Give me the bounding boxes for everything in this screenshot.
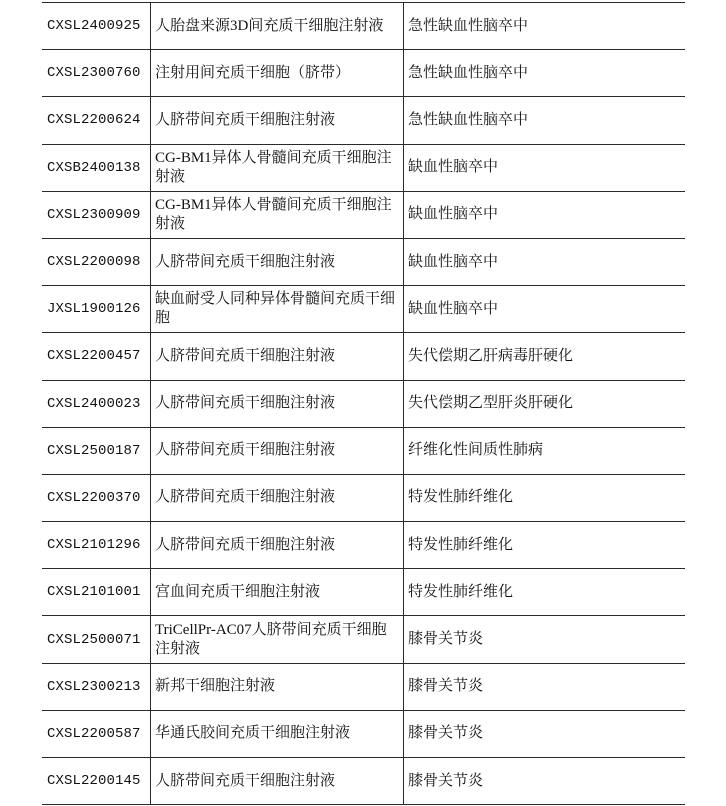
indication-cell: 膝骨关节炎 — [403, 664, 685, 710]
indication-cell: 缺血性脑卒中 — [403, 239, 685, 285]
table-row — [42, 97, 685, 144]
acceptance-number-cell: CXSB2400138 — [47, 159, 141, 176]
indication-cell: 急性缺血性脑卒中 — [403, 97, 685, 143]
registration-table — [42, 2, 685, 805]
acceptance-number-cell: CXSL2101296 — [47, 537, 141, 554]
acceptance-number-cell: JXSL1900126 — [47, 301, 141, 318]
indication-cell: 膝骨关节炎 — [403, 758, 685, 804]
product-name-cell: 新邦干细胞注射液 — [150, 664, 403, 710]
table-row — [42, 428, 685, 475]
indication-cell: 失代偿期乙肝病毒肝硬化 — [403, 333, 685, 379]
product-name-cell: 人脐带间充质干细胞注射液 — [150, 428, 403, 474]
table-row — [42, 569, 685, 616]
table-row — [42, 145, 685, 192]
table-row — [42, 50, 685, 97]
acceptance-number-cell: CXSL2101001 — [47, 584, 141, 601]
product-name-cell: CG-BM1异体人骨髓间充质干细胞注射液 — [150, 145, 403, 191]
table-row — [42, 616, 685, 663]
acceptance-number-cell: CXSL2200098 — [47, 254, 141, 271]
product-name-cell: CG-BM1异体人骨髓间充质干细胞注射液 — [150, 192, 403, 238]
acceptance-number-cell: CXSL2500071 — [47, 631, 141, 648]
product-name-cell: 人脐带间充质干细胞注射液 — [150, 97, 403, 143]
product-name-cell: 人脐带间充质干细胞注射液 — [150, 758, 403, 804]
acceptance-number-cell: CXSL2500187 — [47, 442, 141, 459]
acceptance-number-cell: CXSL2300760 — [47, 65, 141, 82]
product-name-cell: 注射用间充质干细胞（脐带） — [150, 50, 403, 96]
product-name-cell: 人脐带间充质干细胞注射液 — [150, 381, 403, 427]
product-name-cell: 人胎盘来源3D间充质干细胞注射液 — [150, 3, 403, 49]
table-row — [42, 286, 685, 333]
indication-cell: 失代偿期乙型肝炎肝硬化 — [403, 381, 685, 427]
table-row — [42, 711, 685, 758]
acceptance-number-cell: CXSL2200457 — [47, 348, 141, 365]
product-name-cell: 人脐带间充质干细胞注射液 — [150, 475, 403, 521]
indication-cell: 特发性肺纤维化 — [403, 569, 685, 615]
acceptance-number-cell: CXSL2200587 — [47, 725, 141, 742]
table-row — [42, 522, 685, 569]
indication-cell: 特发性肺纤维化 — [403, 522, 685, 568]
table-row — [42, 333, 685, 380]
table-row — [42, 192, 685, 239]
indication-cell: 特发性肺纤维化 — [403, 475, 685, 521]
product-name-cell: 人脐带间充质干细胞注射液 — [150, 239, 403, 285]
indication-cell: 缺血性脑卒中 — [403, 145, 685, 191]
table-row — [42, 475, 685, 522]
indication-cell: 急性缺血性脑卒中 — [403, 50, 685, 96]
acceptance-number-cell: CXSL2200145 — [47, 773, 141, 790]
acceptance-number-cell: CXSL2200624 — [47, 112, 141, 129]
indication-cell: 膝骨关节炎 — [403, 711, 685, 757]
acceptance-number-cell: CXSL2300909 — [47, 206, 141, 223]
indication-cell: 急性缺血性脑卒中 — [403, 3, 685, 49]
indication-cell: 膝骨关节炎 — [403, 616, 685, 662]
acceptance-number-cell: CXSL2300213 — [47, 678, 141, 695]
acceptance-number-cell: CXSL2200370 — [47, 489, 141, 506]
table-row — [42, 3, 685, 50]
table-row — [42, 239, 685, 286]
indication-cell: 缺血性脑卒中 — [403, 286, 685, 332]
product-name-cell: 缺血耐受人同种异体骨髓间充质干细胞 — [150, 286, 403, 332]
table-row — [42, 664, 685, 711]
acceptance-number-cell: CXSL2400023 — [47, 395, 141, 412]
product-name-cell: 人脐带间充质干细胞注射液 — [150, 522, 403, 568]
acceptance-number-cell: CXSL2400925 — [47, 18, 141, 35]
product-name-cell: 人脐带间充质干细胞注射液 — [150, 333, 403, 379]
product-name-cell: 华通氏胶间充质干细胞注射液 — [150, 711, 403, 757]
table-row — [42, 381, 685, 428]
product-name-cell: TriCellPr-AC07人脐带间充质干细胞注射液 — [150, 616, 403, 662]
indication-cell: 缺血性脑卒中 — [403, 192, 685, 238]
product-name-cell: 宫血间充质干细胞注射液 — [150, 569, 403, 615]
indication-cell: 纤维化性间质性肺病 — [403, 428, 685, 474]
table-row — [42, 758, 685, 805]
